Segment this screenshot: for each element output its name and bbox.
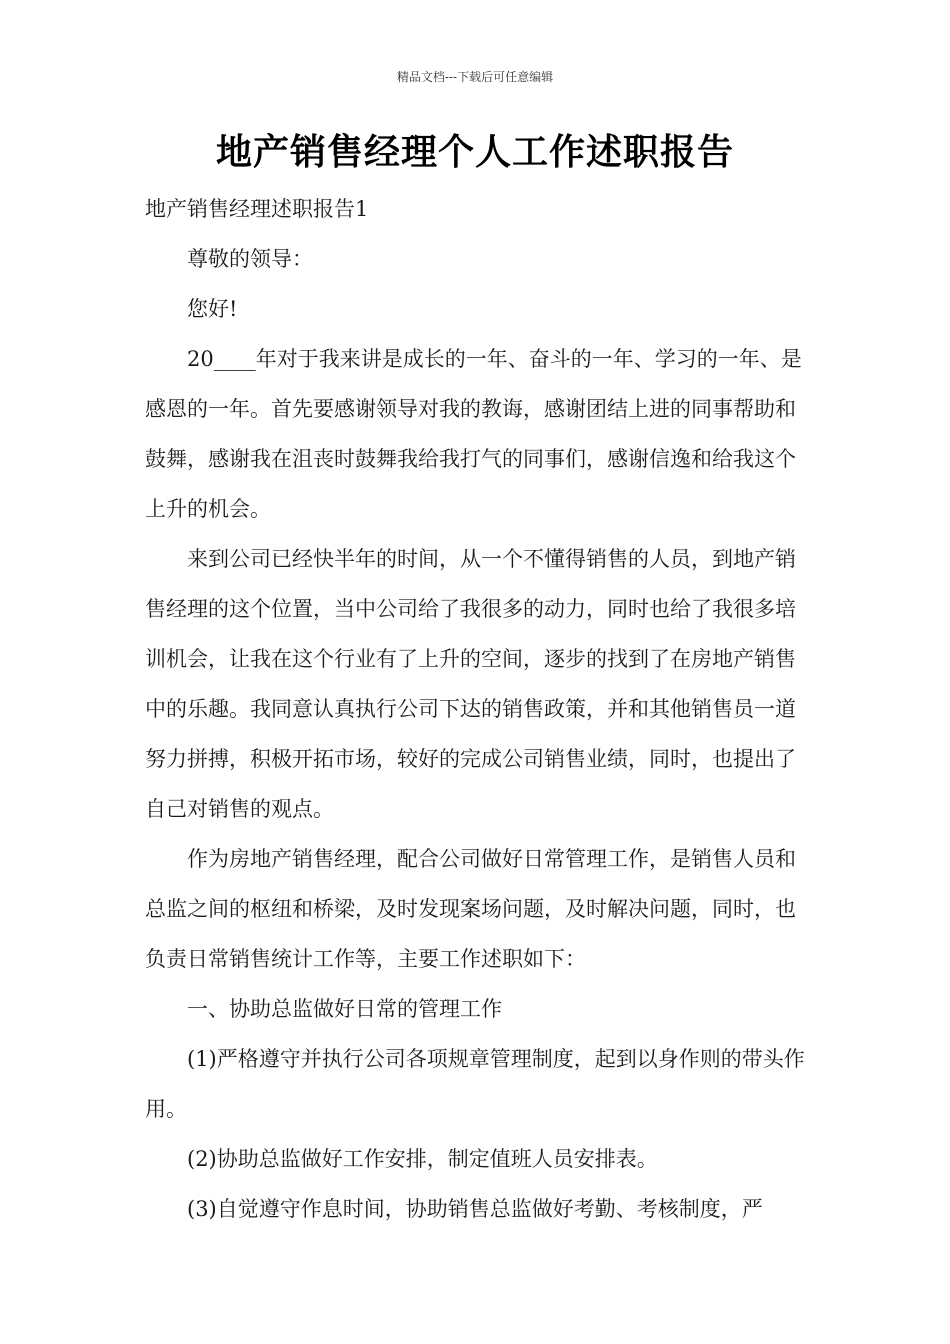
greeting: 尊敬的领导：	[187, 247, 313, 271]
list-item: (1)严格遵守并执行公司各项规章管理制度，起到以身作则的带头作用。	[145, 1047, 805, 1121]
paragraph: 20____年对于我来讲是成长的一年、奋斗的一年、学习的一年、是感恩的一年。首先要感谢领导对我的教诲，感谢团结上进的同事帮助和鼓舞，感谢我在沮丧时鼓舞我给我打气的同事们，感谢信逸和给我这个上升的机会。	[145, 347, 802, 521]
section-heading: 一、协助总监做好日常的管理工作	[187, 997, 502, 1021]
report-subtitle: 地产销售经理述职报告1	[145, 197, 369, 221]
salutation: 您好!	[187, 297, 238, 321]
header-note: 精品文档---下载后可任意编辑	[396, 70, 554, 84]
paragraph: 来到公司已经快半年的时间，从一个不懂得销售的人员，到地产销售经理的这个位置，当中公司给了我很多的动力，同时也给了我很多培训机会，让我在这个行业有了上升的空间，逐步的找到了在房地产销售中的乐趣。我同意认真执行公司下达的销售政策，并和其他销售员一道努力拼搏，积极开拓市场，较好的完成公司销售业绩，同时，也提出了自己对销售的观点。	[145, 547, 796, 821]
document-body	[145, 184, 810, 1234]
document-title: 地产销售经理个人工作述职报告	[215, 131, 734, 173]
list-item: (2)协助总监做好工作安排，制定值班人员安排表。	[187, 1147, 658, 1171]
paragraph: 作为房地产销售经理，配合公司做好日常管理工作，是销售人员和总监之间的枢纽和桥梁，及时发现案场问题，及时解决问题，同时，也负责日常销售统计工作等，主要工作述职如下：	[145, 847, 796, 971]
list-item: (3)自觉遵守作息时间，协助销售总监做好考勤、考核制度，严	[187, 1197, 763, 1221]
